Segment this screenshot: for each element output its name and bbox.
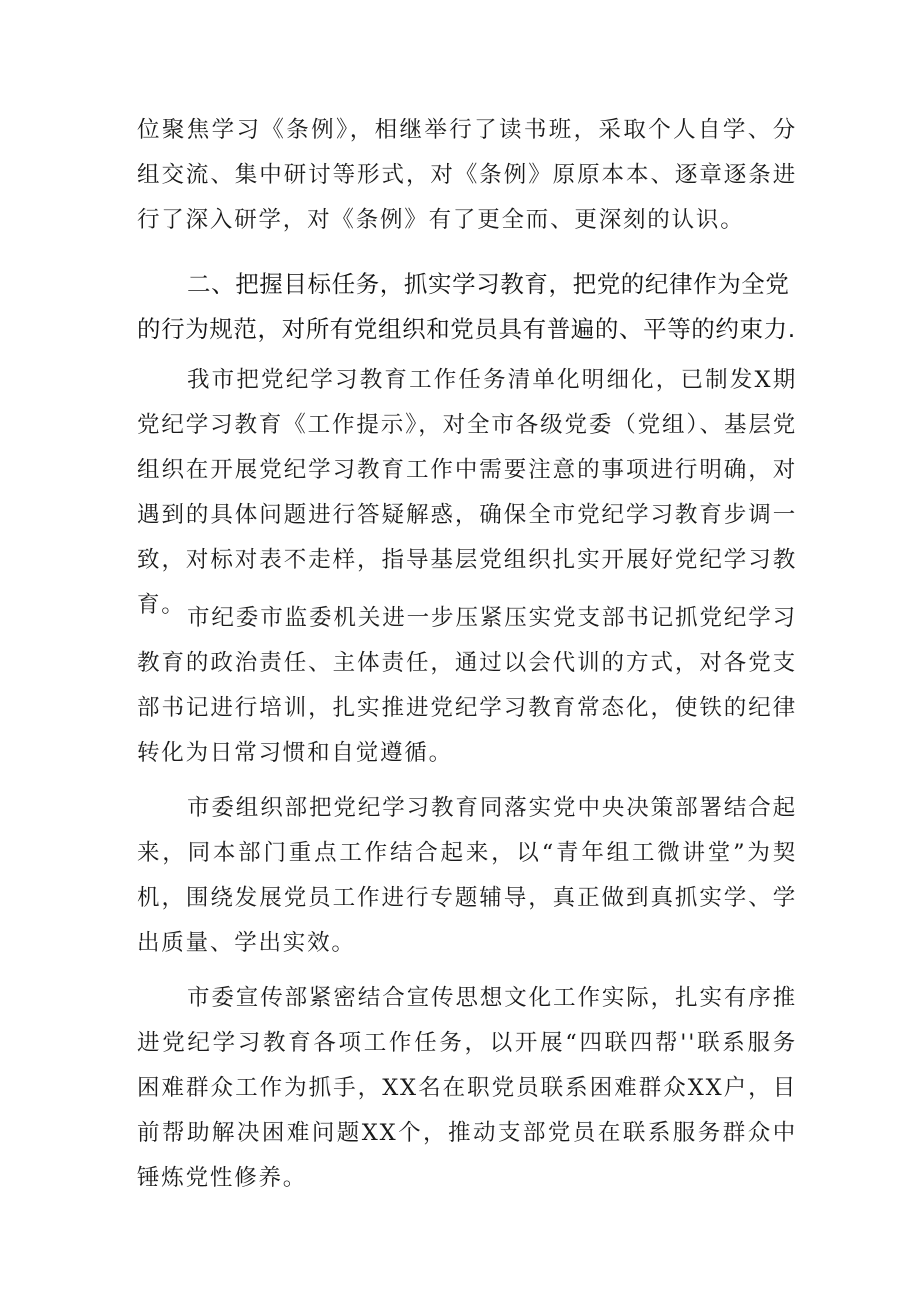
paragraph: 市纪委市监委机关进一步压紧压实党支部书记抓党纪学习教育的政治责任、主体责任，通过以会代训的方式，对各党支部书记进行培训，扎实推进党纪学习教育常态化，使铁的纪律转化为日常习惯和自觉遵循。 [137,605,797,766]
paragraph: 市委组织部把党纪学习教育同落实党中央决策部署结合起来，同本部门重点工作结合起来，以“青年组工微讲堂”为契机，围绕发展党员工作进行专题辅导，真正做到真抓实学、学出质量、学出实效。 [137,795,797,956]
paragraph: 市委宣传部紧密结合宣传思想文化工作实际，扎实有序推进党纪学习教育各项工作任务，以开展“四联四帮''联系服务困难群众工作为抓手，XX名在职党员联系困难群众XX户，目前帮助解决困难问题XX个，推动支部党员在联系服务群众中锤炼党性修养。 [137,985,797,1191]
section-heading: 二、把握目标任务，抓实学习教育，把党的纪律作为全党的行为规范，对所有党组织和党员具有普遍的、平等的约束力. [137,270,796,343]
paragraph: 我市把党纪学习教育工作任务清单化明细化，已制发X期党纪学习教育《工作提示》，对全市各级党委（党组）、基层党组织在开展党纪学习教育工作中需要注意的事项进行明确，对遇到的具体问题进行答疑解惑，确保全市党纪学习教育步调一致，对标对表不走样，指导基层党组织扎实开展好党纪学习教育。 [137,367,797,618]
paragraph-continued: 位聚焦学习《条例》，相继举行了读书班，采取个人自学、分组交流、集中研讨等形式，对《条例》原原本本、逐章逐条进行了深入研学，对《条例》有了更全而、更深刻的认识。 [137,117,797,233]
